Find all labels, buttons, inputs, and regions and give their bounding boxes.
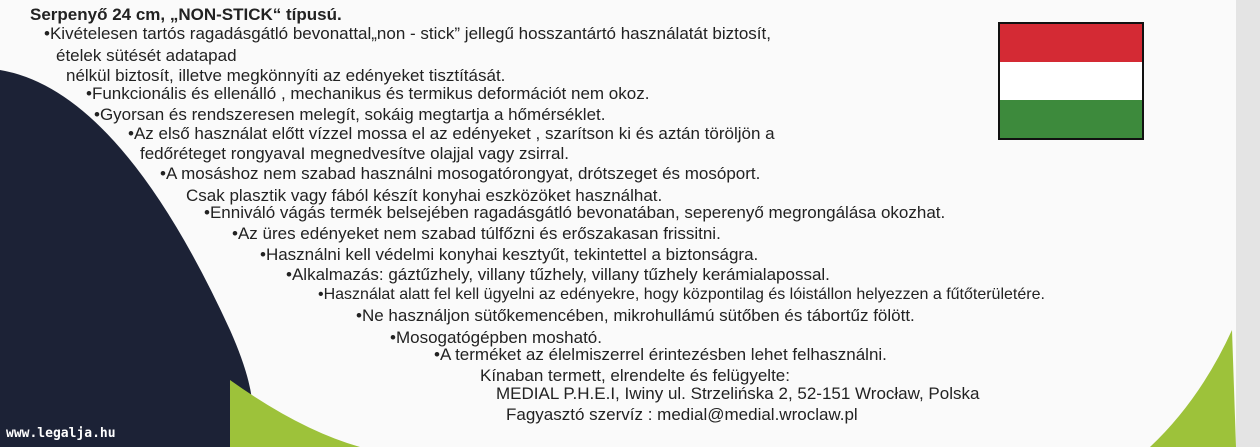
text-line: ételek sütését adatapad [56,46,237,65]
text-line: •Használat alatt fel kell ügyelni az edényekre, hogy központilag és lóistállon helyezzen a fűtőterületére. [318,286,1045,303]
text-line: •Ne használjon sütőkemencében, mikrohullámú sütőben és tábortűz fölött. [356,306,915,325]
text-line: MEDIAL P.H.E.I, Iwiny ul. Strzelińska 2, 52-151 Wrocław, Polska [496,384,980,403]
text-line: •Alkalmazás: gáztűzhely, villany tűzhely, villany tűzhely kerámialapossal. [286,265,830,284]
text-line: •A mosáshoz nem szabad használni mosogatórongyat, drótszeget és mosóport. [160,164,761,183]
text-line: •A terméket az élelmiszerrel érintezésben lehet felhasználni. [434,345,887,364]
text-line: •Az első használat előtt vízzel mossa el az edényeket , szarítson ki és aztán töröljön a [128,124,775,143]
text-line: fedőréteget rongyavaI megnedvesítve olajjal vagy zsirral. [140,144,570,163]
text-line: •Gyorsan és rendszeresen melegít, sokáig megtartja a hőmérséklet. [94,105,606,124]
product-title: Serpenyő 24 cm, „NON-STICK“ típusú. [30,5,342,24]
watermark: www.legalja.hu [6,426,116,441]
text-line: Fagyasztó szervíz : medial@medial.wroclaw.pl [506,405,858,424]
text-line: •Kivételesen tartós ragadásgátló bevonattal„non - stick” jellegű hosszantártó használatát biztosít, [44,24,771,43]
text-line: •Az üres edényeket nem szabad túlfőzni és erőszakasan frissitni. [232,224,721,243]
text-line: Csak plasztik vagy fából készít konyhai eszközöket használhat. [186,186,663,205]
text-line: •Mosogatógépben mosható. [390,328,602,347]
text-line: nélkül biztosít, illetve megkönnyíti az edényeket tisztítását. [66,66,506,85]
text-line: Kínaban termett, elrendelte és felügyelte: [480,366,790,385]
hungarian-flag-icon [998,22,1144,140]
text-line: •Funkcionális és ellenálló , mechanikus és termikus deformációt nem okoz. [86,84,650,103]
text-line: •Használni kell védelmi konyhai kesztyűt, tekintettel a biztonságra. [260,245,759,264]
text-line: •Enniváló vágás termék belsejében ragadásgátló bevonatában, seperenyő megrongálása okozhat. [204,203,946,222]
